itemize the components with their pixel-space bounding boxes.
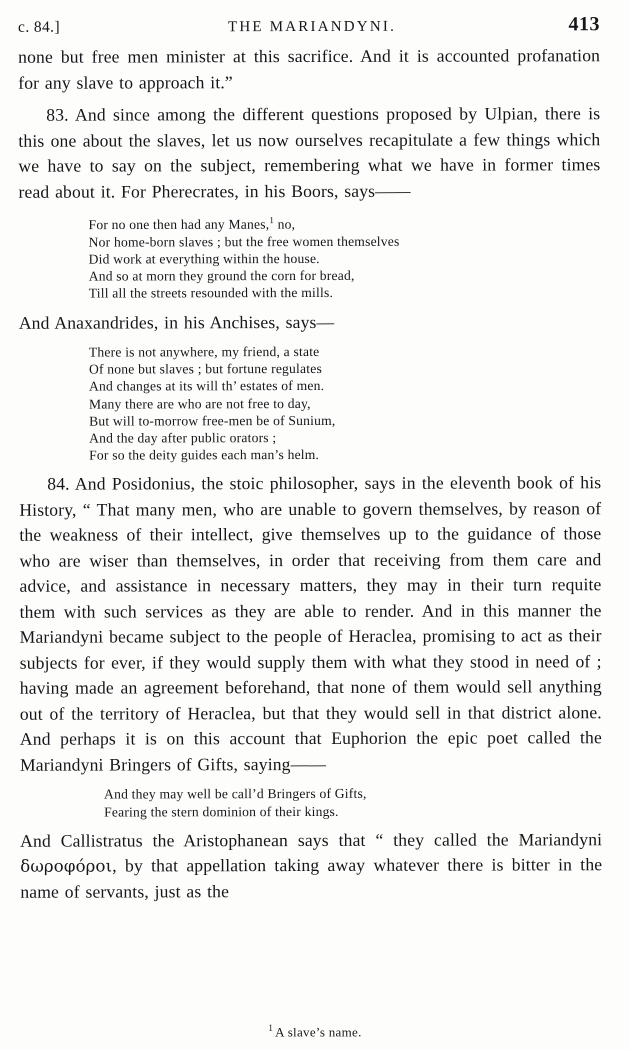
paragraph-section-83: 83. And since among the different questions proposed by Ulpian, there is this one about the slaves, let us now ourselves recapitulate a few things which we have to say on the subject, remembering what we have in former times read about it. For Pherecrates, in his Boors, says—— [18, 103, 601, 202]
verse-line: Did work at everything within the house. [88, 250, 320, 267]
footnote-marker: 1 [268, 1022, 274, 1033]
verse-line: And so at morn they ground the corn for bread, [88, 268, 355, 284]
verse-line: And changes at its will th’ estates of men. [88, 378, 325, 395]
verse-line: Many there are who are not free to day, [88, 395, 311, 412]
verse-line: And the day after public orators ; [89, 430, 277, 446]
verse-line [89, 211, 601, 233]
running-head [18, 13, 600, 45]
signature-mark: c. 84.] [18, 18, 61, 36]
verse-line-tail: no, [274, 216, 296, 232]
verse-line: For so the deity guides each man’s helm. [89, 447, 320, 463]
verse-line-text: For no one then had any Manes, [88, 216, 270, 233]
footnote [0, 1023, 630, 1040]
verse-line: Nor home-born slaves ; but the free women themselves [88, 233, 400, 250]
paragraph-section-84: 84. And Posidonius, the stoic philosopher, says in the eleventh book of his History, “ That many men, who are unable to govern themselves, by reason of the weakness of their intellect, give themselves up to the guidance of those who are wiser than themselves, in order that receiving from them care and advice, and assistance in necessary matters, they may in their turn requite them with such services as they are able to render. And in this manner the Mariandyni became subject to the people of Heraclea, promising to act as their subjects for ever, if they would supply them with what they stood in need of ; having made an agreement beforehand, that none of them would sell anything out of the territory of Heraclea, but that they would sell in that district alone. And perhaps it is on this account that Euphorion the epic poet called the Mariandyni Bringers of Gifts, saying—— [19, 472, 602, 775]
paragraph-callistratus-part1: And Callistratus the Aristophanean says that “ they called the Mariandyni [20, 829, 603, 851]
verse-line: Fearing the stern dominion of their kings. [104, 803, 339, 820]
footnote-text: A slave’s name. [275, 1024, 362, 1039]
page-content [18, 13, 602, 905]
paragraph-anaxandrides-intro: And Anaxandrides, in his Anchises, says— [18, 311, 335, 333]
verse-line: But will to-morrow free-men be of Sunium, [89, 412, 336, 429]
verse-line: Till all the streets resounded with the mills. [88, 285, 334, 301]
verse-quotation-anaxandrides [19, 342, 601, 464]
verse-quotation-pherecrates [19, 211, 601, 302]
verse-line: And they may well be call’d Bringers of Gifts, [104, 786, 367, 803]
paragraph-callistratus-part2: , by that appellation taking away whatever there is bitter in the name of servants, just as the [20, 854, 603, 902]
paragraph-callistratus [20, 827, 602, 905]
running-title: THE MARIANDYNI. [227, 18, 397, 36]
page-number: 413 [568, 13, 601, 36]
verse-line: Of none but slaves ; but fortune regulates [88, 361, 322, 377]
verse-line: There is not anywhere, my friend, a state [88, 344, 320, 360]
verse-quotation-euphorion [20, 785, 602, 821]
paragraph-continuation: none but free men minister at this sacrifice. And it is accounted profanation for any slave to approach it.” [18, 45, 601, 93]
greek-term: δωροφόροι [20, 856, 113, 877]
footnote-reference: 1 [269, 215, 275, 226]
